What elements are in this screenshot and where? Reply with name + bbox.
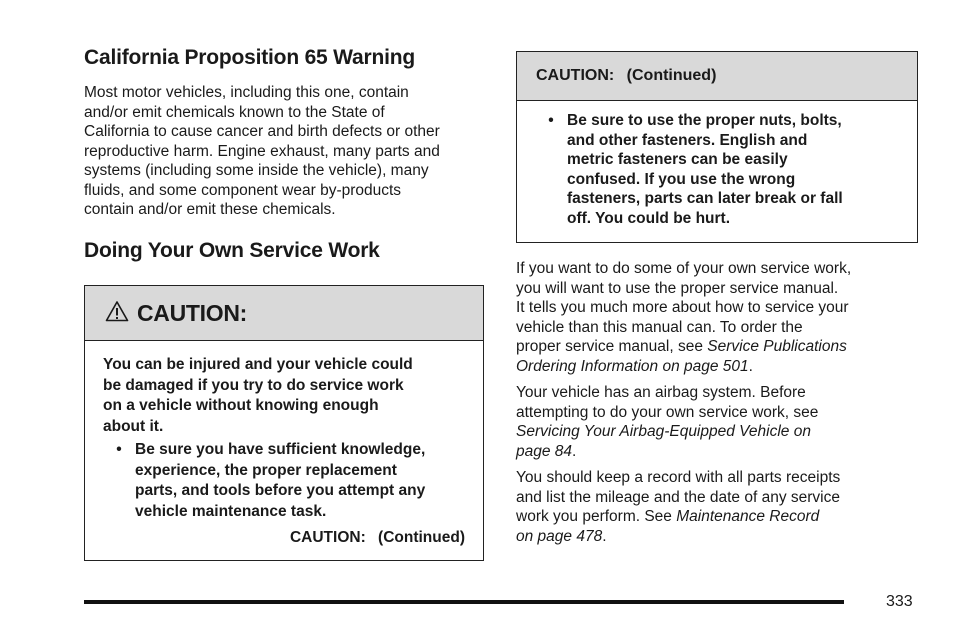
text-line: If you want to do some of your own service work, [516, 260, 852, 277]
text-line: You should keep a record with all parts receipts [516, 469, 841, 486]
cross-reference-link[interactable]: on page 478 [516, 527, 603, 545]
records-paragraph [516, 468, 926, 546]
caution-intro-line: on a vehicle without knowing enough [103, 397, 379, 414]
text-line: you will want to use the proper service manual. [516, 279, 839, 297]
text-line: and/or emit chemicals known to the State of [84, 103, 385, 121]
bullet-icon: • [116, 441, 122, 458]
text-line: vehicle than this manual can. To order the [516, 318, 803, 336]
text-line: and list the mileage and the date of any service [516, 488, 840, 506]
caution-box [84, 285, 484, 561]
caution-intro-line: You can be injured and your vehicle could [103, 356, 413, 373]
cross-reference-link[interactable]: page 84 [516, 442, 573, 460]
heading-california-prop65: California Proposition 65 Warning [84, 46, 415, 69]
warning-triangle-icon [105, 300, 129, 322]
caution-header [85, 286, 483, 341]
bullet-line: parts, and tools before you attempt any [135, 482, 426, 499]
cross-reference-link[interactable]: Servicing Your Airbag-Equipped Vehicle on [516, 423, 811, 440]
text-line [516, 507, 926, 527]
cross-reference-link[interactable]: Ordering Information on page 501 [516, 357, 749, 375]
text-line: California to cause cancer and birth defects or other [84, 123, 440, 140]
text-line [516, 442, 926, 462]
airbag-paragraph [516, 383, 926, 461]
right-text-column [516, 259, 926, 546]
text-line: systems (including some inside the vehicle), many [84, 162, 429, 179]
caution-bullet-item [103, 440, 465, 522]
text-line: fluids, and some component wear by-products [84, 181, 402, 199]
caution-body [85, 341, 483, 547]
bullet-line: fasteners, parts can later break or fall [567, 190, 843, 207]
caution-title: CAUTION: [137, 299, 248, 326]
cross-reference-link[interactable]: Maintenance Record [676, 508, 820, 525]
text-line: Most motor vehicles, including this one, contain [84, 84, 409, 101]
bullet-line: confused. If you use the wrong [567, 170, 796, 188]
caution-continued-box [516, 51, 918, 243]
text-fragment: . [602, 527, 607, 545]
caution-continued-body [517, 101, 917, 228]
bullet-line: metric fasteners can be easily [567, 151, 788, 168]
bullet-line: off. You could be hurt. [567, 209, 731, 227]
caution-bullet-item [535, 111, 895, 228]
caution-continued-label: CAUTION: (Continued) [289, 529, 465, 546]
caution-intro-line: be damaged if you try to do service work [103, 376, 404, 394]
heading-service-work: Doing Your Own Service Work [84, 239, 380, 262]
text-line: reproductive harm. Engine exhaust, many parts and [84, 142, 440, 160]
text-line [516, 357, 926, 377]
text-fragment: work you perform. See [516, 508, 677, 525]
text-line: Your vehicle has an airbag system. Before [516, 384, 806, 401]
bullet-line: Be sure you have sufficient knowledge, [135, 441, 426, 458]
bullet-icon: • [548, 112, 554, 129]
text-line: attempting to do your own service work, see [516, 403, 819, 421]
bullet-line: Be sure to use the proper nuts, bolts, [567, 112, 842, 129]
prop65-paragraph [84, 83, 494, 220]
text-line [516, 527, 926, 547]
footer-rule [84, 600, 844, 604]
caution-intro-line: about it. [103, 417, 164, 435]
bullet-line: vehicle maintenance task. [135, 502, 327, 520]
text-fragment: proper service manual, see [516, 338, 708, 355]
text-line: contain and/or emit these chemicals. [84, 201, 336, 218]
cross-reference-link[interactable]: Service Publications [707, 338, 847, 355]
text-line [516, 337, 926, 357]
text-fragment: . [748, 357, 753, 375]
page-number: 333 [886, 593, 913, 610]
text-fragment: . [572, 442, 577, 460]
bullet-line: and other fasteners. English and [567, 131, 808, 149]
caution-continued-header: CAUTION: (Continued) [517, 52, 917, 101]
text-line: It tells you much more about how to service your [516, 299, 849, 316]
service-manual-paragraph [516, 259, 926, 376]
text-line [516, 422, 926, 442]
bullet-line: experience, the proper replacement [135, 461, 397, 479]
